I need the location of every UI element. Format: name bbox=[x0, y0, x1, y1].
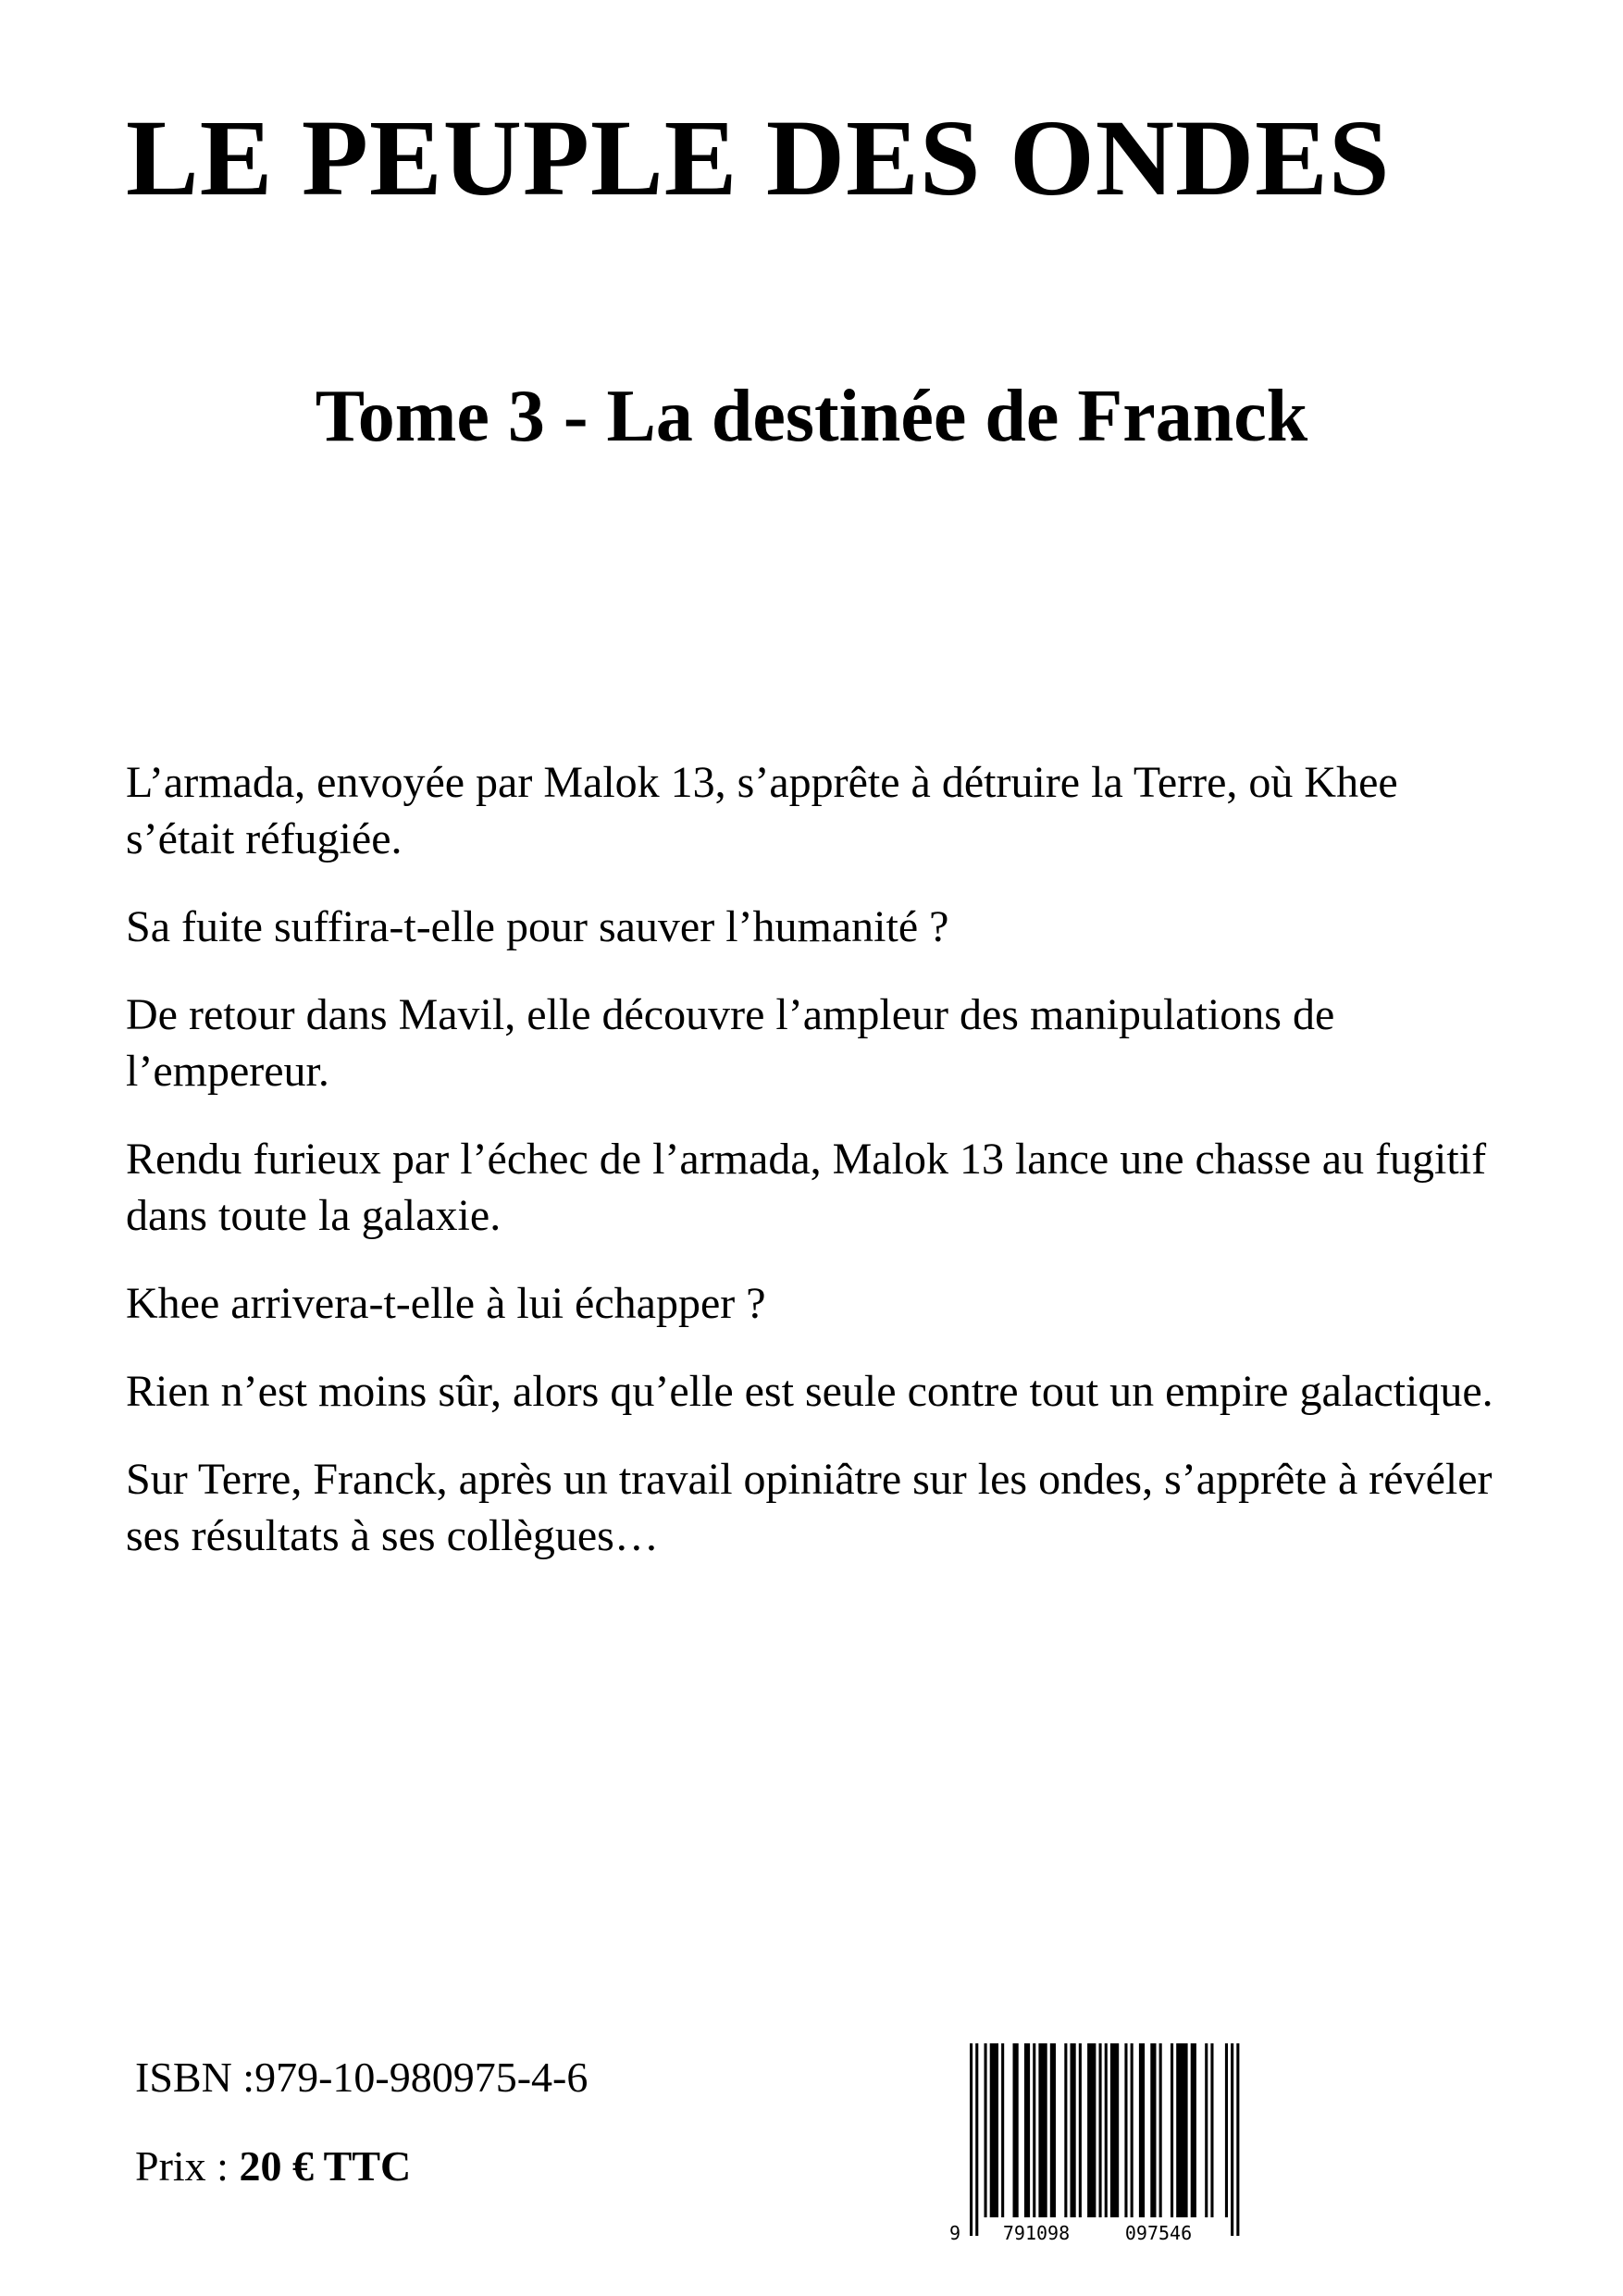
barcode-bar bbox=[1038, 2043, 1047, 2217]
barcode-bar bbox=[1139, 2043, 1145, 2217]
barcode-graphic bbox=[942, 2043, 1266, 2247]
barcode-bar bbox=[1050, 2043, 1056, 2217]
barcode-bar bbox=[990, 2043, 998, 2217]
barcode-bar bbox=[1110, 2043, 1119, 2217]
barcode-bar bbox=[1071, 2043, 1076, 2217]
barcode bbox=[942, 2043, 1266, 2247]
barcode-bar bbox=[1124, 2043, 1127, 2217]
blurb-paragraph: Sur Terre, Franck, après un travail opiniâtre sur les ondes, s’apprête à révéler ses résultats à ses collègues… bbox=[126, 1455, 1493, 1560]
barcode-bar bbox=[1150, 2043, 1156, 2217]
barcode-digits-right: 097546 bbox=[1124, 2222, 1193, 2244]
barcode-bar bbox=[1159, 2043, 1162, 2217]
blurb-paragraph: Rien n’est moins sûr, alors qu’elle est seule contre tout un empire galactique. bbox=[126, 1367, 1493, 1416]
barcode-bar bbox=[1210, 2043, 1213, 2217]
price-line bbox=[135, 2142, 412, 2190]
barcode-bar bbox=[985, 2043, 987, 2217]
barcode-bar bbox=[1176, 2043, 1187, 2217]
price-label: Prix : bbox=[135, 2142, 240, 2190]
barcode-bar bbox=[1001, 2043, 1004, 2217]
isbn-label: ISBN : bbox=[135, 2054, 255, 2101]
blurb-paragraph: Rendu furieux par l’échec de l’armada, Malok 13 lance une chasse au fugitif dans toute la galaxie. bbox=[126, 1135, 1487, 1240]
barcode-bar bbox=[1079, 2043, 1082, 2217]
barcode-digits-left: 791098 bbox=[1002, 2222, 1071, 2244]
barcode-bar bbox=[1105, 2043, 1108, 2217]
book-title: LE PEUPLE DES ONDES bbox=[126, 97, 1391, 218]
blurb-paragraph: De retour dans Mavil, elle découvre l’ampleur des manipulations de l’empereur. bbox=[126, 990, 1335, 1096]
blurb-paragraph: Khee arrivera-t-elle à lui échapper ? bbox=[126, 1279, 766, 1328]
back-cover-blurb bbox=[126, 754, 1514, 1595]
barcode-bar bbox=[1205, 2043, 1208, 2217]
barcode-bar bbox=[1191, 2043, 1196, 2217]
barcode-bar bbox=[1171, 2043, 1173, 2217]
barcode-bar bbox=[1013, 2043, 1019, 2217]
barcode-bar bbox=[1236, 2043, 1239, 2236]
isbn-line bbox=[135, 2056, 588, 2099]
barcode-digit-first: 9 bbox=[949, 2222, 961, 2244]
isbn-value: 979-10-980975-4-6 bbox=[254, 2054, 588, 2101]
blurb-paragraph: L’armada, envoyée par Malok 13, s’apprête à détruire la Terre, où Khee s’était réfugiée. bbox=[126, 758, 1398, 863]
barcode-bar bbox=[1087, 2043, 1096, 2217]
book-subtitle: Tome 3 - La destinée de Franck bbox=[315, 376, 1308, 457]
barcode-bar bbox=[1024, 2043, 1030, 2217]
barcode-bar bbox=[975, 2043, 978, 2236]
barcode-bar bbox=[1033, 2043, 1035, 2217]
price-value: 20 € TTC bbox=[239, 2142, 412, 2190]
barcode-bars bbox=[970, 2043, 1239, 2236]
barcode-bar bbox=[1099, 2043, 1102, 2217]
barcode-bar bbox=[1225, 2043, 1228, 2217]
barcode-bar bbox=[970, 2043, 973, 2236]
barcode-bar bbox=[1131, 2043, 1134, 2217]
blurb-paragraph: Sa fuite suffira-t-elle pour sauver l’humanité ? bbox=[126, 902, 949, 951]
barcode-bar bbox=[1064, 2043, 1067, 2217]
barcode-bar bbox=[1231, 2043, 1233, 2236]
